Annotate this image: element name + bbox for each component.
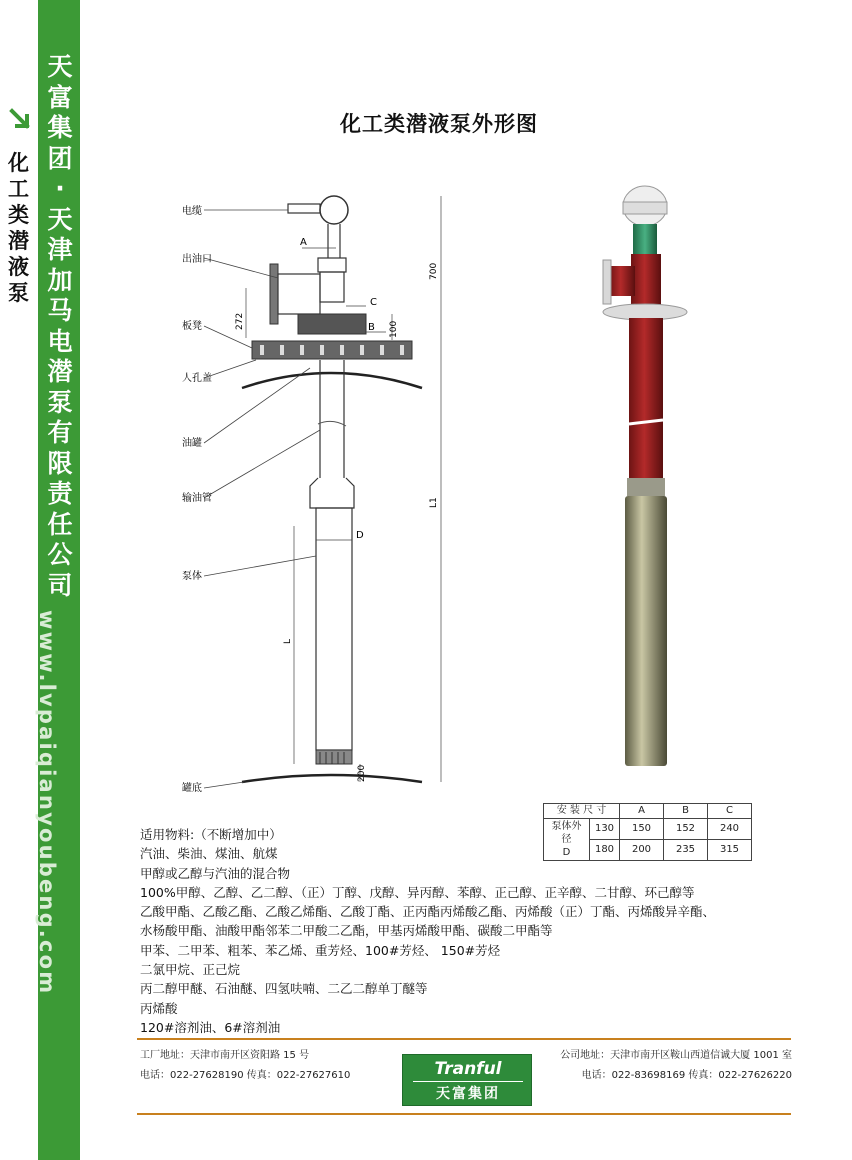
website-url-text: www.lvpaiqianyoubeng.com [35, 610, 59, 996]
dim-a: A [300, 237, 307, 248]
section-title: 化工类潜液泵 [8, 151, 29, 305]
label-tank-bottom: 罐底 [182, 783, 202, 794]
materials-line: 甲醇或乙醇与汽油的混合物 [140, 865, 291, 881]
dim-l1: L1 [429, 497, 439, 508]
office-address: 公司地址：天津市南开区鞍山西道信诚大厦 1001 室 [560, 1050, 792, 1061]
materials-line: 水杨酸甲酯、油酸甲酯邻苯二甲酸二乙酯，甲基丙烯酸甲酯、碳酸二甲酯等 [140, 923, 553, 939]
materials-line: 甲苯、二甲苯、粗苯、苯乙烯、重芳烃、100#芳烃、 150#芳烃 [140, 942, 501, 958]
dim-200: 200 [357, 764, 367, 782]
cable-head [320, 196, 348, 224]
materials-list [140, 825, 715, 1037]
page-title: 化工类潜液泵外形图 [340, 112, 538, 136]
row-label-bottom: D [562, 847, 571, 858]
table-header-cell: 安 装 尺 寸 [544, 804, 620, 819]
factory-phone: 电话：022-27628190 传真：022-27627610 [140, 1070, 351, 1081]
label-pipe: 输油管 [182, 493, 212, 504]
logo-english: Tranful [434, 1059, 502, 1079]
dim-b: B [368, 322, 375, 333]
materials-line: 二氯甲烷、正己烷 [140, 962, 241, 978]
materials-line: 丙烯酸 [140, 1000, 178, 1016]
label-manhole: 人孔盖 [182, 373, 212, 384]
dim-700: 700 [429, 262, 439, 280]
dim-c: C [370, 297, 377, 308]
materials-line: 汽油、柴油、煤油、航煤 [140, 846, 278, 862]
dim-d: D [356, 530, 364, 541]
label-outlet: 出油口 [182, 254, 212, 265]
table-row [544, 804, 752, 819]
office-phone: 电话：022-83698169 传真：022-27626220 [581, 1070, 792, 1081]
materials-line: 120#溶剂油、6#溶剂油 [140, 1019, 281, 1035]
company-logo [402, 1054, 532, 1106]
table-cell: 200 [620, 840, 664, 861]
label-pump-body: 泵体 [182, 571, 202, 582]
materials-line: 乙酸甲酯、乙酸乙酯、乙酸乙烯酯、乙酸丁酯、正丙酯丙烯酸乙酯、丙烯酸（正）丁酯、丙烯酸异辛酯、 [140, 904, 716, 920]
table-cell: 152 [664, 819, 708, 840]
product-photo [585, 176, 695, 776]
table-header-cell: B [664, 804, 708, 819]
dim-l: L [283, 638, 293, 644]
table-header-cell: A [620, 804, 664, 819]
table-cell: 150 [620, 819, 664, 840]
materials-line: 100%甲醇、乙醇、乙二醇、（正）丁醇、戊醇、异丙醇、苯醇、正己醇、正辛醇、二甘醇、环己醇等 [140, 884, 695, 900]
footer-rule-top [137, 1038, 791, 1040]
materials-heading: 适用物料:（不断增加中） [140, 827, 282, 842]
materials-line: 丙二醇甲醚、石油醚、四氢呋喃、二乙二醇单丁醚等 [140, 981, 428, 997]
dim-100: 100 [389, 320, 399, 338]
side-strip [0, 0, 38, 1160]
table-cell: 180 [590, 840, 620, 861]
label-cable: 电缆 [182, 206, 202, 217]
logo-divider [413, 1081, 523, 1082]
arrow-down-right-icon [8, 108, 30, 130]
label-flange: 板凳 [182, 321, 202, 332]
table-cell: 240 [708, 819, 752, 840]
company-name: 天富集团 · 天津加马电潜泵有限责任公司 [47, 52, 73, 600]
dim-272: 272 [235, 312, 245, 330]
table-cell: 130 [590, 819, 620, 840]
table-cell: 315 [708, 840, 752, 861]
outline-drawing [160, 178, 460, 798]
logo-chinese: 天富集团 [436, 1086, 500, 1102]
label-tank: 油罐 [182, 438, 202, 449]
table-header-cell: C [708, 804, 752, 819]
factory-contact [140, 1046, 350, 1086]
row-label-top: 泵体外径 [551, 821, 582, 845]
factory-address: 工厂地址：天津市南开区资阳路 15 号 [140, 1050, 310, 1061]
office-contact [560, 1046, 792, 1086]
table-cell: 235 [664, 840, 708, 861]
footer-rule-bottom [137, 1113, 791, 1115]
